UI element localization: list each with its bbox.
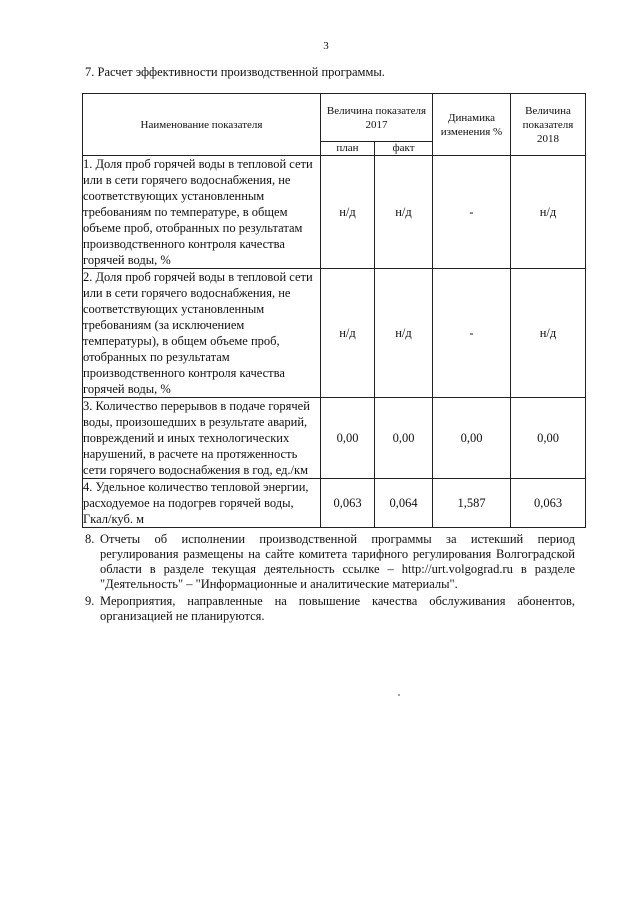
header-value-2017: Величина показателя 2017 [321,94,433,142]
row-2018-value: 0,063 [511,479,586,528]
header-plan: план [321,142,375,156]
table-row [83,479,586,528]
row-dynamics-value: - [433,269,511,398]
row-2018-value: 0,00 [511,398,586,479]
note-number: 8. [85,532,95,546]
row-plan-value: 0,063 [321,479,375,528]
row-plan-value: 0,00 [321,398,375,479]
row-indicator-name: 1. Доля проб горячей воды в тепловой сети или в сети горячего водоснабжения, не соответствующих установленным требованиям по температуре, в общем объеме проб, отобранных по результатам производственного контроля качества горячей воды, % [83,156,321,269]
note-text: Отчеты об исполнении производственной программы за истекший период регулирования размещены на сайте комитета тарифного регулирования Волгоградской области в разделе текущая деятельность ссылке – http://urt.volgograd.ru в разделе "Деятельность" – "Информационные и аналитические материалы". [100,532,575,591]
table-row [83,269,586,398]
row-fact-value: н/д [375,156,433,269]
header-dynamics: Динамика изменения % [433,94,511,156]
page-number: 3 [323,40,329,52]
row-2018-value: н/д [511,156,586,269]
table-row [83,398,586,479]
note-item [85,532,575,592]
row-dynamics-value: 0,00 [433,398,511,479]
header-name: Наименование показателя [83,94,321,156]
header-value-2018: Величина показателя 2018 [511,94,586,156]
row-plan-value: н/д [321,269,375,398]
row-plan-value: н/д [321,156,375,269]
note-number: 9. [85,594,95,608]
row-dynamics-value: - [433,156,511,269]
note-text: Мероприятия, направленные на повышение качества обслуживания абонентов, организацией не планируются. [100,594,575,623]
section-heading: 7. Расчет эффективности производственной программы. [85,65,385,79]
row-indicator-name: 3. Количество перерывов в подаче горячей воды, произошедших в результате аварий, повреждений и иных технологических нарушений, в расчете на протяженность сети горячего водоснабжения в год, ед./км [83,398,321,479]
row-fact-value: н/д [375,269,433,398]
row-2018-value: н/д [511,269,586,398]
table-row [83,156,586,269]
header-fact: факт [375,142,433,156]
row-fact-value: 0,00 [375,398,433,479]
efficiency-table [82,93,586,528]
row-fact-value: 0,064 [375,479,433,528]
table-header-row [83,94,586,142]
row-dynamics-value: 1,587 [433,479,511,528]
row-indicator-name: 2. Доля проб горячей воды в тепловой сети или в сети горячего водоснабжения, не соответствующих установленным требованиям (за исключением температуры), в общем объеме проб, отобранных по результатам производственного контроля качества горячей воды, % [83,269,321,398]
row-indicator-name: 4. Удельное количество тепловой энергии, расходуемое на подогрев горячей воды, Гкал/куб. м [83,479,321,528]
scan-speck [398,694,400,696]
note-item [85,594,575,624]
notes-list [85,532,575,626]
